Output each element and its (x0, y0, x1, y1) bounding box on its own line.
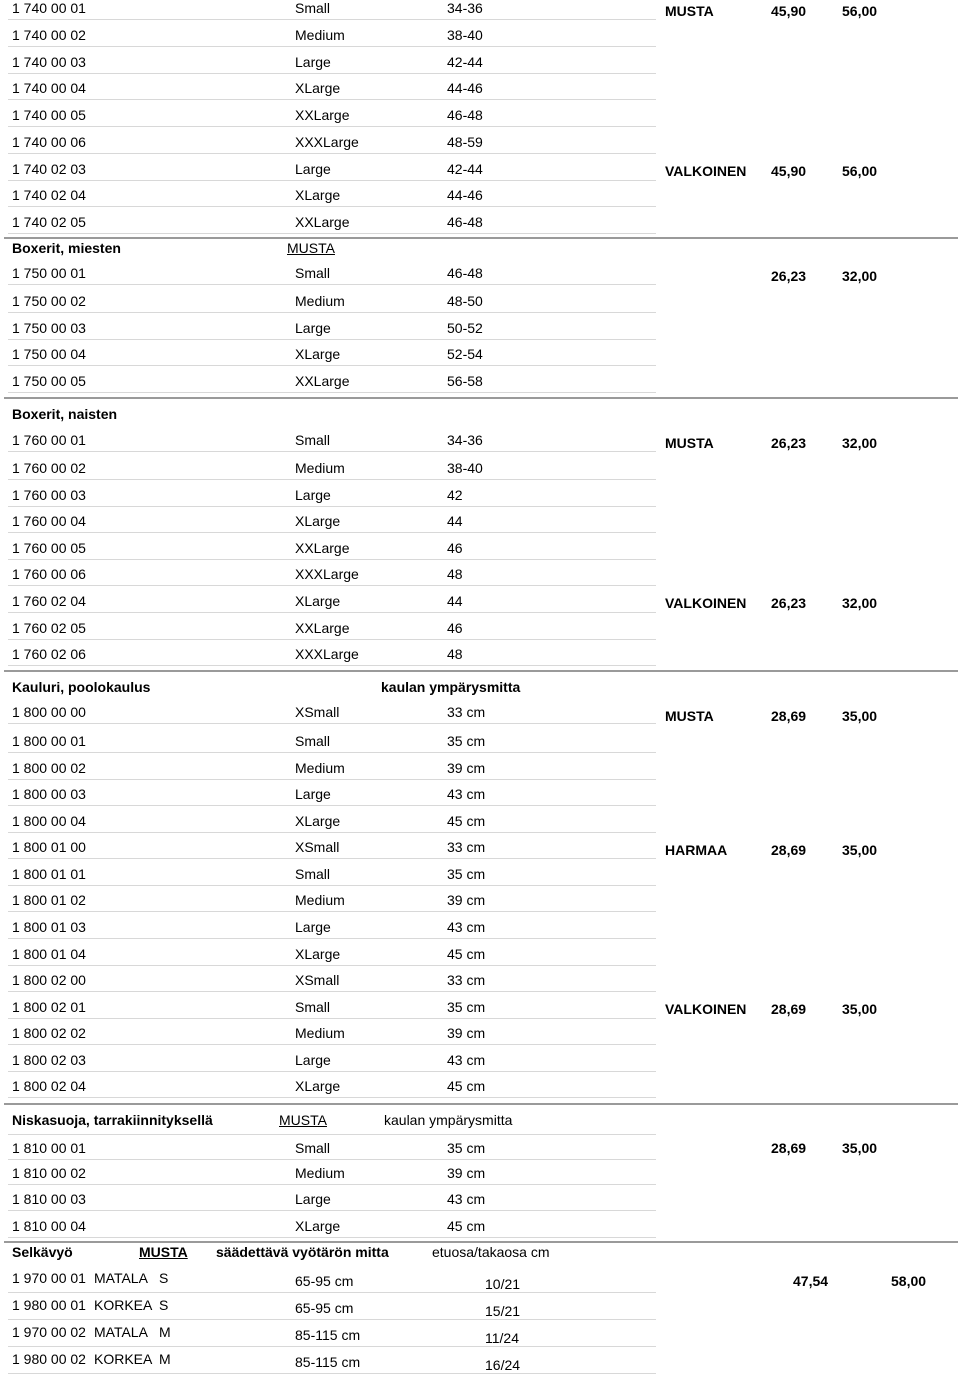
measurement-value: 35 cm (447, 999, 486, 1015)
product-code: 1 800 02 03 (12, 1052, 86, 1068)
row-divider (8, 752, 656, 753)
measurement-value: 33 cm (447, 704, 486, 720)
product-code: 1 970 00 01 (12, 1270, 86, 1286)
section-title: Boxerit, naisten (12, 406, 118, 422)
front-back-value: 15/21 (485, 1303, 521, 1319)
product-code: 1 740 00 01 (12, 0, 86, 16)
row-divider (8, 284, 656, 285)
row-divider (8, 639, 656, 640)
size-label: Large (295, 1191, 331, 1207)
measurement-value: 46-48 (447, 107, 483, 123)
size-label: XLarge (295, 1218, 341, 1234)
row-divider (8, 858, 656, 859)
size-label: XLarge (295, 80, 341, 96)
product-code: 1 800 00 03 (12, 786, 86, 802)
net-price: 47,54 (793, 1273, 829, 1289)
color-label: VALKOINEN (665, 595, 747, 611)
front-back-value: 11/24 (485, 1330, 519, 1346)
row-divider (8, 885, 656, 886)
size-label: Small (295, 733, 331, 749)
gross-price: 56,00 (842, 3, 878, 19)
measurement-value: 45 cm (447, 1078, 486, 1094)
net-price: 28,69 (771, 708, 807, 724)
measurement-value: 85-115 cm (295, 1354, 361, 1370)
measurement-value: 33 cm (447, 972, 486, 988)
measurement-value: 43 cm (447, 1191, 486, 1207)
product-code: 1 800 01 00 (12, 839, 86, 855)
size-label: Medium (295, 1025, 345, 1041)
product-code: 1 800 02 00 (12, 972, 86, 988)
net-price: 26,23 (771, 435, 807, 451)
product-code: 1 740 02 05 (12, 214, 86, 230)
product-code: 1 800 01 04 (12, 946, 86, 962)
size-label: XLarge (295, 813, 341, 829)
measurement-value: 42 (447, 487, 463, 503)
row-divider (8, 991, 656, 992)
row-divider (8, 559, 656, 560)
gross-price: 56,00 (842, 163, 878, 179)
net-price: 28,69 (771, 1001, 807, 1017)
size-label: XLarge (295, 593, 341, 609)
row-divider (8, 832, 656, 833)
measurement-value: 48 (447, 646, 463, 662)
measurement-value: 35 cm (447, 866, 486, 882)
product-code: 1 750 00 01 (12, 265, 86, 281)
product-code: 1 750 00 04 (12, 346, 86, 362)
measurement-value: 46 (447, 620, 463, 636)
gross-price: 32,00 (842, 435, 878, 451)
row-divider (8, 392, 656, 393)
size-label: XLarge (295, 346, 341, 362)
measurement-value: 39 cm (447, 1165, 486, 1181)
row-divider (8, 1237, 656, 1238)
measurement-value: 65-95 cm (295, 1273, 354, 1289)
product-code: 1 760 00 04 (12, 513, 86, 529)
size-label: Medium (295, 27, 345, 43)
product-code: 1 740 00 06 (12, 134, 86, 150)
product-code: 1 750 00 05 (12, 373, 86, 389)
measurement-value: 39 cm (447, 760, 486, 776)
measurement-value: 45 cm (447, 946, 486, 962)
product-code: 1 800 00 04 (12, 813, 86, 829)
net-price: 26,23 (771, 595, 807, 611)
section-subheader: säädettävä vyötärön mitta (216, 1244, 389, 1260)
size-label: Large (295, 161, 331, 177)
product-code: 1 740 00 04 (12, 80, 86, 96)
row-divider (8, 1071, 656, 1072)
measurement-value: 43 cm (447, 786, 486, 802)
product-code: 1 760 00 02 (12, 460, 86, 476)
size-label: Large (295, 786, 331, 802)
net-price: 28,69 (771, 842, 807, 858)
measurement-value: 48 (447, 566, 463, 582)
row-divider (8, 1346, 656, 1347)
color-label: MUSTA (665, 708, 714, 724)
measurement-value: 44-46 (447, 80, 483, 96)
measurement-value: 56-58 (447, 373, 483, 389)
product-code: 1 760 00 03 (12, 487, 86, 503)
color-label: MUSTA (665, 3, 714, 19)
size-label: Medium (295, 1165, 345, 1181)
row-divider (8, 1097, 656, 1098)
product-code: 1 810 00 04 (12, 1218, 86, 1234)
size-label: XXLarge (295, 107, 350, 123)
size-label: XXLarge (295, 540, 350, 556)
size-label: XLarge (295, 1078, 341, 1094)
product-code: 1 810 00 01 (12, 1140, 86, 1156)
measurement-value: 46-48 (447, 265, 483, 281)
row-divider (8, 180, 656, 181)
row-divider (8, 206, 656, 207)
gross-price: 35,00 (842, 842, 878, 858)
product-code: 1 800 02 02 (12, 1025, 86, 1041)
gross-price: 35,00 (842, 1140, 878, 1156)
product-code: 1 760 00 05 (12, 540, 86, 556)
section-title: Boxerit, miesten (12, 240, 121, 256)
measurement-value: 48-59 (447, 134, 483, 150)
section-subheader: etuosa/takaosa cm (432, 1244, 550, 1260)
product-code: 1 800 00 02 (12, 760, 86, 776)
product-code: 1 760 00 06 (12, 566, 86, 582)
row-divider (8, 805, 656, 806)
measurement-value: 34-36 (447, 432, 483, 448)
size-label: Medium (295, 892, 345, 908)
measurement-value: 44 (447, 513, 463, 529)
measurement-value: 48-50 (447, 293, 483, 309)
row-divider (8, 1134, 656, 1135)
row-divider (8, 1210, 656, 1211)
section-color-header: MUSTA (139, 1244, 188, 1260)
color-label: VALKOINEN (665, 1001, 747, 1017)
measurement-value: 43 cm (447, 1052, 486, 1068)
section-divider (4, 670, 958, 672)
section-color-header: MUSTA (287, 240, 335, 256)
measurement-value: 33 cm (447, 839, 486, 855)
row-divider (8, 665, 656, 666)
measurement-value: 46-48 (447, 214, 483, 230)
product-code: 1 750 00 03 (12, 320, 86, 336)
gross-price: 32,00 (842, 268, 878, 284)
size-label: Large (295, 54, 331, 70)
product-code: 1 760 02 04 (12, 593, 86, 609)
color-label: VALKOINEN (665, 163, 747, 179)
net-price: 45,90 (771, 163, 807, 179)
row-divider (8, 965, 656, 966)
product-code: 1 740 00 03 (12, 54, 86, 70)
row-divider (8, 938, 656, 939)
section-divider (4, 397, 958, 399)
measurement-value: 42-44 (447, 54, 483, 70)
product-code: 1 810 00 02 (12, 1165, 86, 1181)
model-label: MATALA (94, 1270, 148, 1286)
measurement-value: 44-46 (447, 187, 483, 203)
size-label: M (159, 1351, 171, 1367)
row-divider (8, 911, 656, 912)
product-code: 1 800 02 04 (12, 1078, 86, 1094)
model-label: KORKEA (94, 1351, 153, 1367)
row-divider (8, 1159, 656, 1160)
section-title: Kauluri, poolokaulus (12, 679, 151, 695)
measurement-value: 42-44 (447, 161, 483, 177)
product-code: 1 800 01 03 (12, 919, 86, 935)
row-divider (8, 779, 656, 780)
product-code: 1 800 02 01 (12, 999, 86, 1015)
row-divider (8, 365, 656, 366)
section-divider (4, 1103, 958, 1105)
color-label: HARMAA (665, 842, 728, 858)
product-code: 1 740 02 04 (12, 187, 86, 203)
row-divider (8, 153, 656, 154)
size-label: Medium (295, 460, 345, 476)
color-label: MUSTA (665, 435, 714, 451)
product-code: 1 800 01 01 (12, 866, 86, 882)
section-divider (4, 237, 958, 239)
size-label: XLarge (295, 513, 341, 529)
row-divider (8, 339, 656, 340)
product-code: 1 740 00 02 (12, 27, 86, 43)
size-label: M (159, 1324, 171, 1340)
product-code: 1 800 00 00 (12, 704, 86, 720)
measurement-value: 38-40 (447, 460, 483, 476)
measurement-value: 50-52 (447, 320, 483, 336)
product-code: 1 970 00 02 (12, 1324, 86, 1340)
row-divider (8, 1184, 656, 1185)
front-back-value: 10/21 (485, 1276, 521, 1292)
size-label: XSmall (295, 839, 340, 855)
measurement-value: 85-115 cm (295, 1327, 361, 1343)
section-title: Selkävyö (12, 1244, 73, 1260)
row-divider (8, 451, 656, 452)
gross-price: 32,00 (842, 595, 878, 611)
size-label: Large (295, 320, 331, 336)
row-divider (8, 532, 656, 533)
product-code: 1 740 02 03 (12, 161, 86, 177)
net-price: 28,69 (771, 1140, 807, 1156)
product-code: 1 980 00 01 (12, 1297, 86, 1313)
product-code: 1 750 00 02 (12, 293, 86, 309)
size-label: Small (295, 866, 331, 882)
net-price: 26,23 (771, 268, 807, 284)
size-label: XXLarge (295, 214, 350, 230)
measurement-value: 44 (447, 593, 463, 609)
section-subheader: kaulan ympärysmitta (381, 679, 521, 695)
net-price: 45,90 (771, 3, 807, 19)
measurement-value: 34-36 (447, 0, 483, 16)
measurement-value: 45 cm (447, 1218, 486, 1234)
measurement-value: 35 cm (447, 733, 486, 749)
size-label: Large (295, 487, 331, 503)
model-label: MATALA (94, 1324, 148, 1340)
size-label: XXXLarge (295, 134, 359, 150)
size-label: Small (295, 0, 331, 16)
row-divider (8, 479, 656, 480)
size-label: Small (295, 265, 331, 281)
section-title: Niskasuoja, tarrakiinnityksellä (12, 1112, 213, 1128)
size-label: Medium (295, 293, 345, 309)
size-label: XXXLarge (295, 646, 359, 662)
row-divider (8, 99, 656, 100)
product-code: 1 760 00 01 (12, 432, 86, 448)
product-code: 1 800 01 02 (12, 892, 86, 908)
gross-price: 58,00 (891, 1273, 927, 1289)
measurement-value: 35 cm (447, 1140, 486, 1156)
product-code: 1 980 00 02 (12, 1351, 86, 1367)
measurement-value: 46 (447, 540, 463, 556)
size-label: Small (295, 432, 331, 448)
measurement-value: 38-40 (447, 27, 483, 43)
row-divider (8, 612, 656, 613)
size-label: XSmall (295, 704, 340, 720)
row-divider (8, 126, 656, 127)
row-divider (8, 585, 656, 586)
size-label: S (159, 1270, 169, 1286)
measurement-value: 43 cm (447, 919, 486, 935)
row-divider (8, 1018, 656, 1019)
row-divider (8, 1292, 656, 1293)
size-label: Large (295, 1052, 331, 1068)
measurement-value: 65-95 cm (295, 1300, 354, 1316)
section-color-header: MUSTA (279, 1112, 327, 1128)
model-label: KORKEA (94, 1297, 153, 1313)
row-divider (8, 312, 656, 313)
size-label: XLarge (295, 187, 341, 203)
product-code: 1 740 00 05 (12, 107, 86, 123)
product-code: 1 810 00 03 (12, 1191, 86, 1207)
measurement-value: 39 cm (447, 892, 486, 908)
measurement-value: 45 cm (447, 813, 486, 829)
size-label: S (159, 1297, 169, 1313)
row-divider (8, 73, 656, 74)
size-label: XLarge (295, 946, 341, 962)
size-label: Small (295, 999, 331, 1015)
row-divider (8, 723, 656, 724)
size-label: Medium (295, 760, 345, 776)
row-divider (8, 1319, 656, 1320)
row-divider (8, 1373, 656, 1374)
row-divider (8, 46, 656, 47)
measurement-value: 39 cm (447, 1025, 486, 1041)
section-divider (4, 1241, 958, 1243)
measurement-value: 52-54 (447, 346, 483, 362)
row-divider (8, 1044, 656, 1045)
size-label: XXLarge (295, 620, 350, 636)
row-divider (8, 19, 656, 20)
size-label: Small (295, 1140, 331, 1156)
row-divider (8, 506, 656, 507)
front-back-value: 16/24 (485, 1357, 521, 1373)
section-subheader: kaulan ympärysmitta (384, 1112, 513, 1128)
product-code: 1 760 02 05 (12, 620, 86, 636)
row-divider (8, 233, 656, 234)
size-label: XXXLarge (295, 566, 359, 582)
gross-price: 35,00 (842, 1001, 878, 1017)
product-code: 1 760 02 06 (12, 646, 86, 662)
size-label: XXLarge (295, 373, 350, 389)
size-label: XSmall (295, 972, 340, 988)
size-label: Large (295, 919, 331, 935)
gross-price: 35,00 (842, 708, 878, 724)
product-code: 1 800 00 01 (12, 733, 86, 749)
